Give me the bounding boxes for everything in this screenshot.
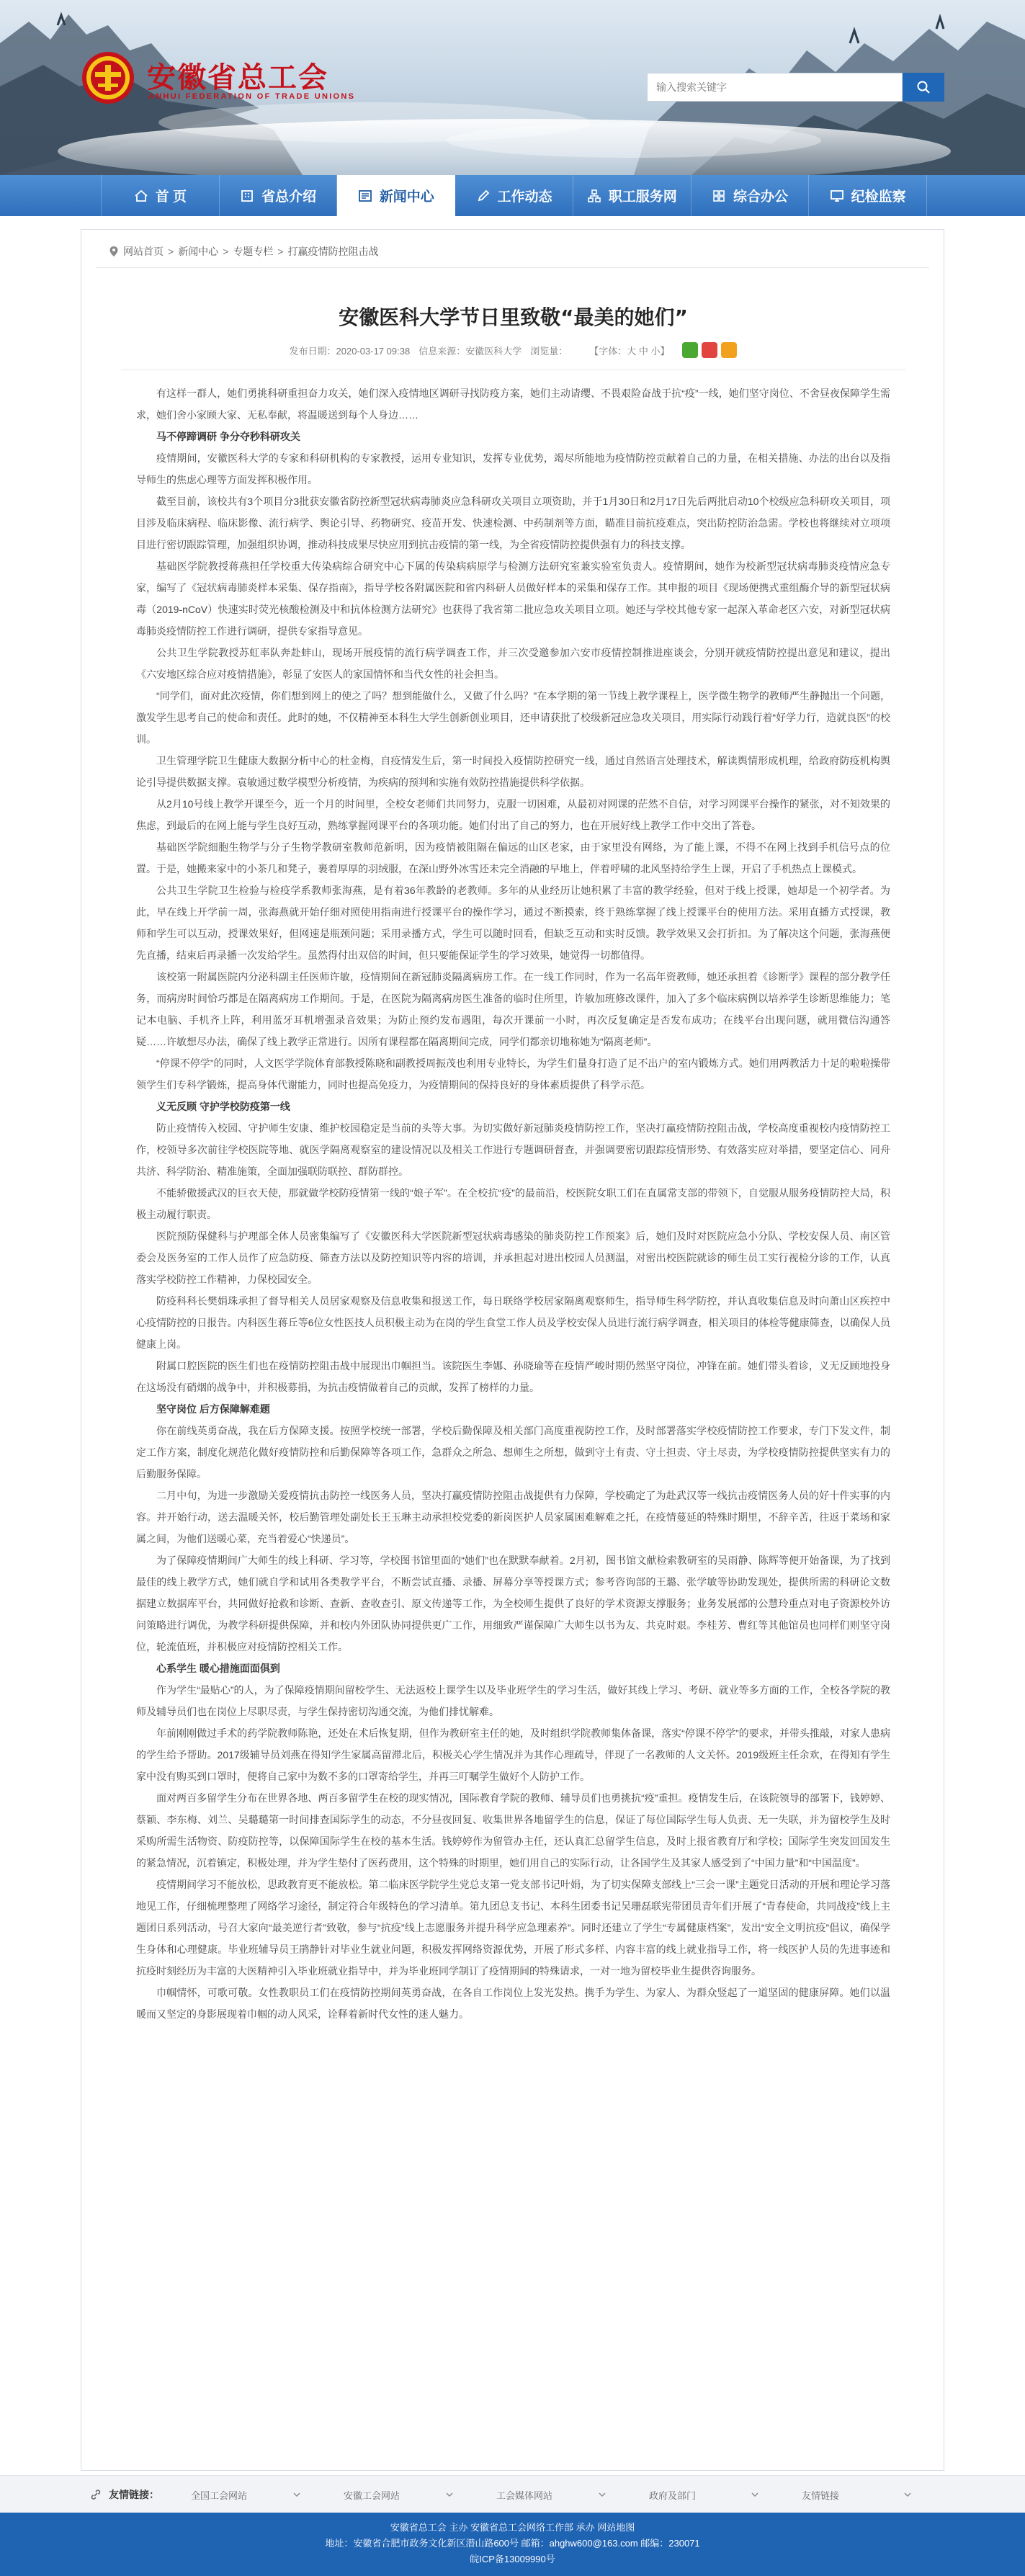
pen-icon (476, 189, 491, 203)
publish-date: 发布日期：2020-03-17 09:38 (289, 345, 411, 357)
breadcrumb-separator: > (277, 246, 284, 257)
article-paragraph: 年前刚刚做过手术的药学院教师陈艳，还处在术后恢复期，但作为教研室主任的她，及时组织学院教师集体备课，落实“停课不停学”的要求，并带头推敲，对家人患病的学生给予帮助。2017级辅导员刘燕在得知学生家属高留滞北后，积极关心学生情况并为其作心理疏导，伴现了一名教师的人文关怀。2019级班主任余欢，在得知有学生家中没有购买到口罩时，便将自己家中为数不多的口罩寄给学生，并再三叮嘱学生做好个人防护工作。 (136, 1727, 890, 1782)
nav-item-label: 纪检监察 (851, 189, 906, 205)
select-label: 工会媒体网站 (496, 2490, 553, 2501)
chevron-down-icon (751, 2492, 758, 2497)
select-friend-links[interactable] (787, 2484, 927, 2505)
view-count: 浏览量： (530, 345, 568, 357)
building-icon (240, 189, 254, 203)
section-heading: 义无反顾 守护学校防疫第一线 (156, 1101, 290, 1112)
org-name-cn: 安徽省总工会 (147, 61, 328, 94)
trade-union-emblem-icon (81, 50, 135, 105)
article-paragraph: 不能骄傲援武汉的巨衣天使，那就做学校防疫情第一线的“娘子军”。在全校抗“疫”的最前沿，校医院女职工们在直属常支部的带领下，自觉服从服务疫情防控大局，积极主动履行职责。 (136, 1187, 890, 1220)
site-logo[interactable] (81, 50, 369, 108)
article-paragraph: 有这样一群人，她们勇挑科研重担奋力攻关，她们深入疫情地区调研寻找防疫方案，她们主动请缨、不畏艰险奋战于抗“疫”一线，她们坚守岗位、不舍昼夜保障学生需求，她们舍小家顾大家、无私奉献，将温暖送到每个人身边…… (136, 388, 890, 421)
article-paragraph: “同学们，面对此次疫情，你们想到网上的使之了吗？想到能做什么，又做了什么吗？”在本学期的第一节线上教学课程上，医学微生物学的教师严生静抛出一个问题，激发学生思考自己的使命和责任。此时的她，不仅精神至本科生大学生创新创业项目，还申请获批了校级新冠应急攻关项目，用实际行动践行着“好学力行，造就良医”的校训。 (136, 690, 890, 745)
article-paragraph: 基础医学院教授蒋燕担任学校重大传染病综合研究中心下属的传染病病原学与检测方法研究室兼实验室负责人。疫情期间，她作为校新型冠状病毒肺炎疫情应急专家，编写了《冠状病毒肺炎样本采集、保存指南》，指导学校各附属医院和省内科研人员做好样本的采集和保存工作。其申报的项目《现场便携式重组酶介导的新型冠状病毒（2019-nCoV）快速实时荧光核酸检测及中和抗体检测方法研究》也获得了我省第二批应急攻关项目立项。她还与学校其他专家一起深入革命老区六安，对新型冠状病毒肺炎疫情防控工作进行调研，提供专家指导意见。 (136, 560, 890, 637)
font-size-switcher[interactable]: 【字体：大 中 小】 (589, 345, 670, 357)
network-icon (587, 189, 601, 203)
section-heading: 坚守岗位 后方保障解难题 (156, 1403, 270, 1415)
breadcrumb-news[interactable]: 新闻中心 (178, 246, 219, 257)
weibo-share-icon[interactable] (702, 342, 717, 358)
article-paragraph: 该校第一附属医院内分泌科副主任医师许敏，疫情期间在新冠肺炎隔离病房工作。在一线工作同时，作为一名高年资教师，她还承担着《诊断学》课程的部分教学任务，而病房时间恰巧都是在隔离病房工作期间。于是，在医院为隔离病房医生准备的临时住所里，许敏加班修改课件，加入了多个临床病例以培养学生诊断思维能力；笔记本电脑、手机齐上阵，利用蓝牙耳机增强录音效果；为防止预约发布遇阻，每次开课前一小时，再次反复确定是否发布成功；在线平台出现问题，就用微信沟通答疑……许敏想尽办法，确保了线上教学正常进行。因所有课程都在隔离期间完成，同学们都亲切地称她为“隔离老师”。 (136, 971, 890, 1047)
select-label: 友情链接 (802, 2490, 840, 2501)
chevron-down-icon (904, 2492, 911, 2497)
header-banner (0, 0, 1025, 175)
select-union-media[interactable] (482, 2484, 622, 2505)
link-icon (90, 2489, 102, 2500)
article-paragraph: 公共卫生学院卫生检验与检疫学系教师张海燕，是有着36年教龄的老教师。多年的从业经历让她积累了丰富的教学经验，但对于线上授课，她却是一个初学者。为此，早在线上开学前一周，张海燕就开始仔细对照使用指南进行授课平台的操作学习，通过不断摸索，终于熟练掌握了线上授课平台的使用方法。采用直播方式授课，教师和学生可以互动，授课效果好，但网速是瓶颈问题；采用录播方式，学生可以随时回看，但缺乏互动和实时反馈。教学效果又会打折扣。为了解决这个问题，张海燕便先直播，结束后再录播一次发给学生。虽然得付出双倍的时间，但只要能保证学生的学习效果，她觉得一切都值得。 (136, 885, 890, 961)
nav-item-service[interactable] (573, 175, 691, 216)
location-pin-icon (109, 246, 119, 257)
select-label: 全国工会网站 (191, 2490, 248, 2501)
select-label: 安徽工会网站 (344, 2490, 400, 2501)
article-paragraph: 你在前线英勇奋战，我在后方保障支援。按照学校统一部署，学校后勤保障及相关部门高度重视防控工作，及时部署落实学校疫情防控工作要求，专门下发文件，制定工作方案，制度化规范化做好疫情防控和后勤保障等各项工作，急群众之所急、想师生之所想，做到守土有责、守土担责、守土尽责，为学校疫情防控提供坚实有力的后勤服务保障。 (136, 1425, 890, 1480)
article-paragraph: 疫情期间，安徽医科大学的专家和科研机构的专家教授，运用专业知识，发挥专业优势，竭尽所能地为疫情防控贡献着自己的力量，在相关措施、办法的出台以及指导师生的焦虑心理等方面发挥积极作用。 (136, 452, 890, 486)
search-input[interactable] (647, 73, 903, 102)
article-paragraph: 防疫科科长樊娟珠承担了督导相关人员居家观察及信息收集和报送工作，每日联络学校居家隔离观察师生，指导师生科学防控，并认真收集信息及时向萧山区疾控中心疫情防控的日报告。内科医生蒋丘等6位女性医技人员积极主动为在岗的学生食堂工作人员及学校安保人员进行流行病学调查，相关项目的体检等健康筛查，以确保人员健康上岗。 (136, 1295, 890, 1350)
nav-item-news[interactable] (337, 175, 455, 216)
nav-item-home[interactable] (101, 175, 220, 216)
monitor-icon (830, 189, 844, 203)
article-paragraph: 巾帼情怀，可歌可敬。女性教职员工们在疫情防控期间英勇奋战，在各自工作岗位上发光发热。携手为学生、为家人、为群众竖起了一道坚固的健康屏障。她们以温暖而又坚定的身影展现着巾帼的动人风采，诠释着新时代女性的迷人魅力。 (136, 1987, 890, 2020)
article-paragraph: 疫情期间学习不能放松，思政教育更不能放松。第二临床医学院学生党总支第一党支部书记叶娟，为了切实保障支部线上“三会一课”主题党日活动的开展和理论学习落地见工作，仔细梳理整理了网络学习途径，制定符合年级特色的学习清单。第九团总支书记、本科生团委书记吴珊磊联宪带团员青年们开展了“青春使命，共同战疫”线上主题团日系列活动，号召大家向“最美逆行者”致敬，参与“抗疫”线上志愿服务并提升科学应急理素养”。同时还建立了学生“专属健康档案”，发出“安全文明抗疫”倡议，确保学生身体和心理健康。毕业班辅导员王鹃静针对毕业生就业问题，积极发挥网络资源优势，开展了形式多样、内容丰富的线上就业指导工作，将一线医护人员的先进事迹和抗疫时刻经历为丰富的大医精神引入毕业班就业指导中，并为毕业班同学制订了疫情期间的特殊请求，一对一地为留校毕业生提供咨询服务。 (136, 1879, 890, 1977)
divider (96, 267, 929, 268)
article-paragraph: 卫生管理学院卫生健康大数据分析中心的杜金梅，自疫情发生后，第一时间投入疫情防控研究一线，通过自然语言处理技术，解读舆情形成机理，给政府防疫机构舆论引导提供数据支撑。袁敏通过数学模型分析疫情，为疾病的预判和实施有效防控措施提供科学依据。 (136, 755, 890, 788)
section-heading: 心系学生 暖心措施面面俱到 (156, 1663, 280, 1674)
article-paragraph: 附属口腔医院的医生们也在疫情防控阻击战中展现出巾帼担当。该院医生李娜、孙晓瑜等在疫情严峻时期仍然坚守岗位，冲锋在前。她们带头着诊，义无反顾地投身在这场没有硝烟的战争中，并积极募捐，为抗击疫情做着自己的贡献，发挥了榜样的力量。 (136, 1360, 890, 1393)
chevron-down-icon (293, 2492, 300, 2497)
main-nav (0, 175, 1025, 216)
chevron-down-icon (446, 2492, 453, 2497)
article-paragraph: 面对两百多留学生分布在世界各地、两百多留学生在校的现实情况，国际教育学院的教师、辅导员们也勇挑抗“疫”重担。疫情发生后，在该院领导的部署下，钱婷婷、蔡颖、李东梅、刘兰、吴璐璐第一时间排查国际学生的动态，不分昼夜回复、收集世界各地留学生的信息，保证了每位国际学生每人负责、无一失联，并为留校学生及时采购所需生活物资、防疫防控等，以保障国际学生在校的基本生活。钱婷婷作为留管办主任，还认真汇总留学生信息，及时上报省教育厅和学校；国际学生突发回国发生的紧急情况，沉着镇定，积极处理，并为学生垫付了医药费用，这个特殊的时期里，她们用自己的实际行动，让各国学生及其家人感受到了“中国力量”和“中国温度”。 (136, 1792, 890, 1869)
article-paragraph: 医院预防保健科与护理部全体人员密集编写了《安徽医科大学医院新型冠状病毒感染的肺炎防控工作预案》后，她们及时对医院应急小分队、学校安保人员、南区管委会及医务室的工作人员作了应急防疫、筛查方法以及防控知识等内容的培训，并承担起对进出校园人员测温，对密出校医院就诊的师生员工实行视检分诊的工作，认真落实学校防控工作精神，力保校园安全。 (136, 1230, 890, 1285)
footer-icp: 皖ICP备13009990号 (470, 2554, 555, 2564)
breadcrumb-separator: > (168, 246, 174, 257)
nav-item-label: 新闻中心 (379, 189, 434, 205)
article-paragraph: 截至目前，该校共有3个项目分3批获安徽省防控新型冠状病毒肺炎应急科研攻关项目立项资助，并于1月30日和2月17日先后两批启动10个校级应急科研攻关项目，项目涉及临床病程、临床影像、流行病学、舆论引导、药物研究、疫苗开发、快速检测、中药制剂等方面，瞄准目前抗疫难点，突出防控防治急需。学校也将继续对立项项目进行密切跟踪管理，加强组织协调，推动科技成果尽快应用到抗击疫情的第一线，为全省疫情防控提供强有力的科技支撑。 (136, 496, 890, 550)
select-government[interactable] (635, 2484, 774, 2505)
article-paragraph: 二月中旬，为进一步激励关爱疫情抗击防控一线医务人员，坚决打赢疫情防控阻击战提供有力保障，学校确定了为赴武汉等一线抗击疫情医务人员的好十件实事的内容。并开始行动，送去温暖关怀，校后勤管理处副处长王玉琳主动承担校党委的新岗医护人员家属困难解难之托，在疫情蔓延的特殊时期里，不辞辛苦，往返于菜场和家属之间，为他们送暖心菜，充当着爱心“快递员”。 (136, 1490, 890, 1544)
article-paragraph: 基础医学院细胞生物学与分子生物学教研室教师范新明，因为疫情被阻隔在偏远的山区老家，由于家里没有网络，为了能上课，不得不在网上找到手机信号点的位置。于是，她搬来家中的小茶几和凳子，裹着厚厚的羽绒服，在深山野外冰雪还未完全消融的早地上，伴着呼啸的北风坚持给学生上课，开启了手机热点上课模式。 (136, 841, 890, 875)
article-paragraph: “停课不停学”的同时，人文医学学院体育部教授陈晓和副教授周振茂也利用专业特长，为学生们量身打造了足不出户的室内锻炼方式。她们用两教活力十足的啦啦操带领学生们专科学锻炼，提高身体代谢能力，同时也提高免疫力，为疫情期间的保持良好的身体素质提供了科学示范。 (136, 1057, 890, 1091)
nav-item-label: 工作动态 (497, 189, 552, 205)
article-paragraph: 从2月10号线上教学开课至今，近一个月的时间里，全校女老师们共同努力，克服一切困难，从最初对网课的茫然不自信，对学习网课平台操作的紧张，对不知效果的焦虑，到最后的在网上能与学生良好互动，熟练掌握网课平台的各项功能。她们付出了自己的努力，也在开展好线上教学工作中交出了答卷。 (136, 798, 890, 831)
article-source: 信息来源：安徽医科大学 (418, 345, 522, 357)
chevron-down-icon (599, 2492, 606, 2497)
section-heading: 马不停蹄调研 争分夺秒科研攻关 (156, 431, 300, 442)
site-footer (0, 2513, 1025, 2576)
nav-item-work[interactable] (455, 175, 573, 216)
article-title: 安徽医科大学节日里致敬“最美的她们” (339, 305, 688, 329)
share-buttons (682, 342, 737, 358)
breadcrumb-topics[interactable]: 专题专栏 (233, 246, 274, 257)
nav-item-label: 首 页 (155, 189, 187, 205)
article-paragraph: 公共卫生学院教授苏虹率队奔赴蚌山，现场开展疫情的流行病学调查工作，并三次受邀参加六安市疫情控制推进座谈会，分别开就疫情防控提出意见和建议，提出《六安地区综合应对疫情措施》，彰显了安医人的家国情怀和当代女性的社会担当。 (136, 647, 890, 680)
article-paragraph: 为了保障疫情期间广大师生的线上科研、学习等，学校图书馆里面的“她们”也在默默奉献着。2月初，图书馆文献检索教研室的吴雨静、陈辉等便开始备课，为了找到最佳的线上教学方式，她们就自学和试用各类教学平台，不断尝试直播、录播、屏幕分享等授课方式；参考咨询部的王璐、张学敏等协助发现处，提供所需的科研论文数据建立数据库平台，共同做好抢救和诊断、查新、查收查引、原文传递等工作，为全校师生提供了良好的学术资源支撑服务；业务发展部的公慧玲重点对电子资源校外访问策略进行调优，为教学科研提供保障，并和校内外团队协同提供更广工作，用细致严谨保障广大师生以书为友、共克时艰。李桂芳、曹红等其他馆员也同样们则坚守岗位，轮流值班，并积极应对疫情防控相关工作。 (136, 1555, 890, 1653)
article-paragraph: 作为学生“最贴心”的人，为了保障疫情期间留校学生、无法返校上课学生以及毕业班学生的学习生活，做好其线上学习、考研、就业等多方面的工作，全校各学院的教师及辅导员们也在岗位上尽职尽责，与学生保持密切沟通交流，为他们排忧解难。 (136, 1684, 890, 1717)
home-icon (134, 189, 148, 203)
select-national-union[interactable] (176, 2484, 316, 2505)
article-paragraph: 防止疫情传入校园、守护师生安康、维护校园稳定是当前的头等大事。为切实做好新冠肺炎疫情防控工作，坚决打赢疫情防控阻击战，学校高度重视校内疫情防控工作，校领导多次前往学校医院等地、就医学隔离观察室的建设情况以及相关工作进行专题调研督查，并强调要密切跟踪疫情形势、有效落实应对举措，要坚定信心、同舟共济、科学防治、精准施策，全面加强联防联控、群防群控。 (136, 1122, 890, 1177)
search-icon (916, 80, 931, 94)
nav-item-label: 综合办公 (733, 189, 788, 205)
newspaper-icon (358, 189, 372, 203)
nav-item-label: 职工服务网 (608, 189, 677, 205)
nav-item-label: 省总介绍 (261, 189, 317, 205)
select-anhui-union[interactable] (329, 2484, 469, 2505)
nav-item-office[interactable] (691, 175, 810, 216)
article-container (81, 229, 944, 2471)
article-meta (81, 342, 945, 358)
nav-item-about[interactable] (220, 175, 338, 216)
breadcrumb-current[interactable]: 打赢疫情防控阻击战 (287, 246, 379, 257)
qzone-share-icon[interactable] (721, 342, 737, 358)
article-body (136, 383, 890, 2025)
friend-links-label: 友情链接： (109, 2489, 159, 2500)
breadcrumb-separator: > (223, 246, 229, 257)
breadcrumb-home[interactable]: 网站首页 (123, 246, 164, 257)
footer-address: 地址：安徽省合肥市政务文化新区潜山路600号 邮箱：ahghw600@163.com 邮编：230071 (325, 2538, 700, 2549)
friend-links-bar (0, 2475, 1025, 2513)
wechat-share-icon[interactable] (682, 342, 698, 358)
nav-item-discipline[interactable] (809, 175, 927, 216)
grid-icon (712, 189, 726, 203)
search-button[interactable] (903, 73, 944, 102)
select-label: 政府及部门 (649, 2490, 697, 2501)
footer-organizer: 安徽省总工会 主办 安徽省总工会网络工作部 承办 网站地图 (390, 2522, 635, 2533)
org-name-en: ANHUI FEDERATION OF TRADE UNIONS (148, 92, 356, 101)
breadcrumb (109, 244, 379, 259)
